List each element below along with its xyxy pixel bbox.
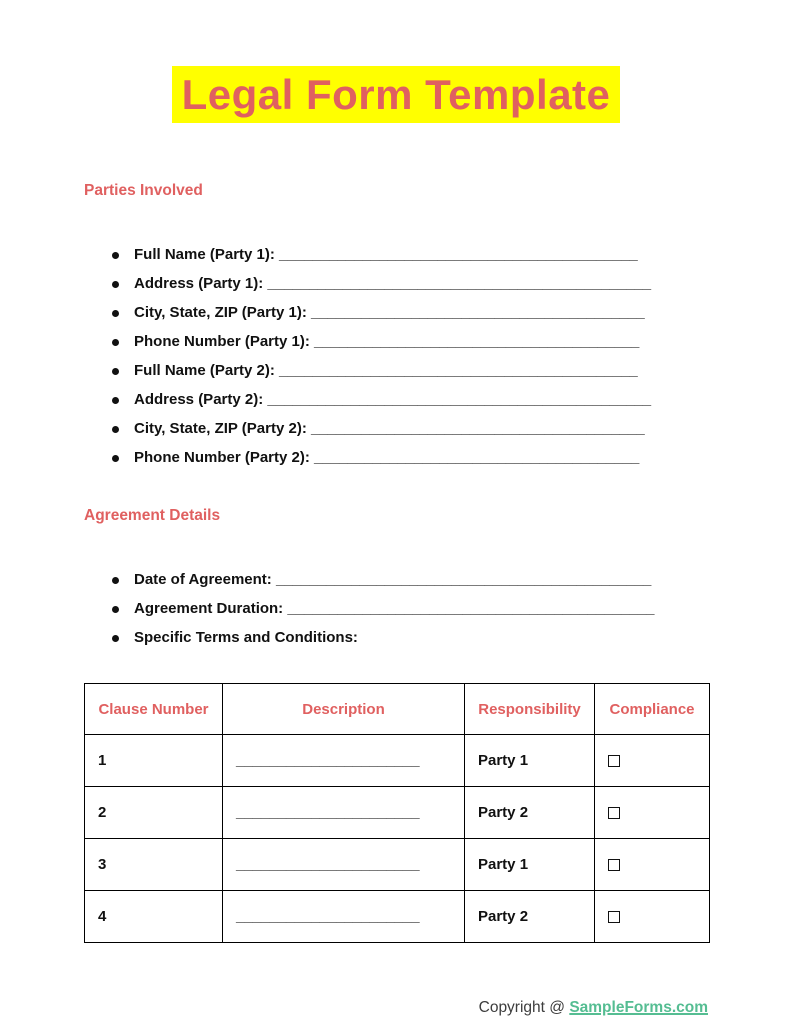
page-title: Legal Form Template — [172, 66, 621, 123]
document-page — [0, 66, 800, 1033]
bullet-icon — [112, 426, 119, 433]
bullet-icon — [112, 397, 119, 404]
list-item-full-name-party1 — [84, 240, 708, 269]
list-item-date-of-agreement — [84, 565, 708, 594]
clause-number-cell: 3 — [85, 839, 223, 891]
list-item-address-party2 — [84, 385, 708, 414]
bullet-icon — [112, 606, 119, 613]
compliance-cell — [595, 891, 710, 943]
fill-in-blank: ________________________________________ — [311, 304, 645, 321]
checkbox-icon[interactable] — [608, 859, 620, 871]
fill-in-blank: _______________________________________ — [314, 449, 640, 466]
fill-in-blank: ________________________________________ — [311, 420, 645, 437]
bullet-icon — [112, 339, 119, 346]
responsibility-cell: Party 1 — [465, 735, 595, 787]
compliance-cell — [595, 787, 710, 839]
column-header-responsibility: Responsibility — [465, 684, 595, 735]
fill-in-blank: ______________________ — [236, 856, 420, 873]
checkbox-icon[interactable] — [608, 911, 620, 923]
clause-number-cell: 4 — [85, 891, 223, 943]
bullet-icon — [112, 252, 119, 259]
fill-in-blank: _____________________________________________ — [275, 571, 652, 588]
parties-field-list — [84, 240, 708, 472]
fill-in-blank: ______________________ — [236, 804, 420, 821]
bullet-icon — [112, 368, 119, 375]
checkbox-icon[interactable] — [608, 755, 620, 767]
field-label: Phone Number (Party 2): — [134, 449, 310, 466]
list-item-city-state-zip-party1 — [84, 298, 708, 327]
field-label: Address (Party 1): — [134, 275, 264, 292]
fill-in-blank: ______________________________________________ — [267, 391, 652, 408]
list-item-phone-party2 — [84, 443, 708, 472]
table-row — [85, 839, 710, 891]
fill-in-blank: ______________________ — [236, 908, 420, 925]
field-label: Agreement Duration: — [134, 600, 284, 617]
responsibility-cell: Party 2 — [465, 891, 595, 943]
fill-in-blank: ____________________________________________ — [287, 600, 655, 617]
list-item-phone-party1 — [84, 327, 708, 356]
section-heading-parties: Parties Involved — [84, 182, 203, 199]
table-row — [85, 735, 710, 787]
copyright-text: Copyright @ — [478, 999, 570, 1016]
clause-number-cell: 2 — [85, 787, 223, 839]
list-item-specific-terms — [84, 623, 708, 652]
bullet-icon — [112, 310, 119, 317]
description-cell — [223, 735, 465, 787]
sampleforms-link[interactable]: SampleForms.com — [569, 999, 708, 1016]
compliance-cell — [595, 839, 710, 891]
responsibility-cell: Party 2 — [465, 787, 595, 839]
field-label: Full Name (Party 1): — [134, 246, 275, 263]
description-cell — [223, 839, 465, 891]
clause-table — [84, 683, 710, 943]
bullet-icon — [112, 281, 119, 288]
bullet-icon — [112, 455, 119, 462]
fill-in-blank: ___________________________________________ — [279, 362, 638, 379]
section-heading-agreement: Agreement Details — [84, 507, 221, 524]
bullet-icon — [112, 577, 119, 584]
clause-number-cell: 1 — [85, 735, 223, 787]
field-label: City, State, ZIP (Party 1): — [134, 304, 307, 321]
description-cell — [223, 891, 465, 943]
fill-in-blank: ______________________________________________ — [267, 275, 652, 292]
list-item-agreement-duration — [84, 594, 708, 623]
compliance-cell — [595, 735, 710, 787]
title-wrap — [84, 66, 708, 123]
description-cell — [223, 787, 465, 839]
field-label: Phone Number (Party 1): — [134, 333, 310, 350]
field-label: City, State, ZIP (Party 2): — [134, 420, 307, 437]
table-row — [85, 787, 710, 839]
footer — [84, 999, 708, 1017]
fill-in-blank: ___________________________________________ — [279, 246, 638, 263]
field-label: Address (Party 2): — [134, 391, 264, 408]
fill-in-blank: ______________________ — [236, 752, 420, 769]
responsibility-cell: Party 1 — [465, 839, 595, 891]
field-label: Full Name (Party 2): — [134, 362, 275, 379]
agreement-field-list — [84, 565, 708, 652]
list-item-city-state-zip-party2 — [84, 414, 708, 443]
bullet-icon — [112, 635, 119, 642]
column-header-compliance: Compliance — [595, 684, 710, 735]
table-header-row — [85, 684, 710, 735]
column-header-clause-number: Clause Number — [85, 684, 223, 735]
field-label: Specific Terms and Conditions: — [134, 629, 358, 646]
list-item-address-party1 — [84, 269, 708, 298]
table-row — [85, 891, 710, 943]
list-item-full-name-party2 — [84, 356, 708, 385]
column-header-description: Description — [223, 684, 465, 735]
field-label: Date of Agreement: — [134, 571, 272, 588]
checkbox-icon[interactable] — [608, 807, 620, 819]
fill-in-blank: _______________________________________ — [314, 333, 640, 350]
